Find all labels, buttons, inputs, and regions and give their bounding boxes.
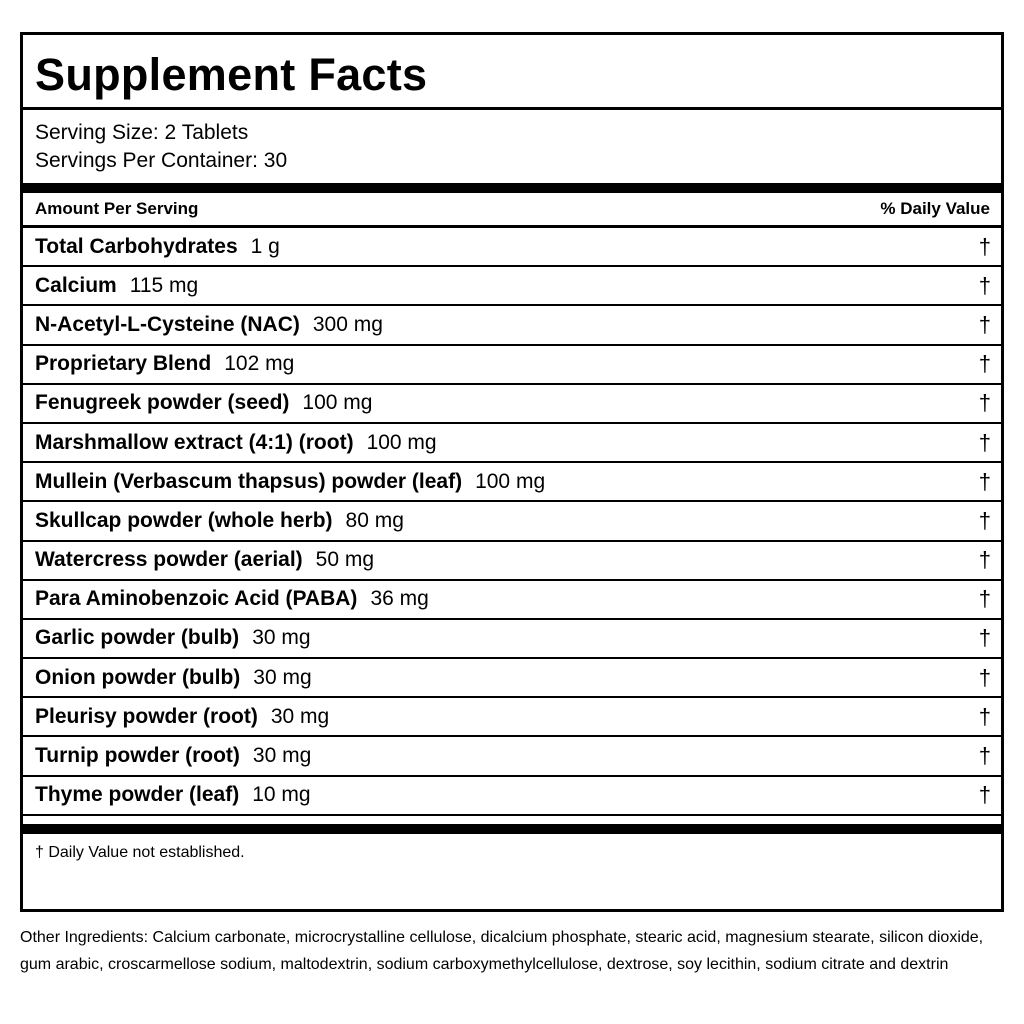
daily-value-dagger: † xyxy=(978,782,991,808)
daily-value-dagger: † xyxy=(978,586,991,612)
table-row xyxy=(23,463,1001,502)
daily-value-dagger: † xyxy=(978,664,991,690)
ingredient-cell xyxy=(35,548,374,572)
ingredient-amount: 50 mg xyxy=(315,548,375,572)
ingredient-name: Para Aminobenzoic Acid (PABA) xyxy=(35,587,358,611)
table-row xyxy=(23,542,1001,581)
amount-per-serving-label: Amount Per Serving xyxy=(35,199,199,218)
ingredient-cell xyxy=(35,274,198,298)
daily-value-label: % Daily Value xyxy=(880,199,990,218)
daily-value-dagger: † xyxy=(978,351,991,377)
ingredient-amount: 102 mg xyxy=(224,352,295,376)
table-row xyxy=(23,346,1001,385)
ingredient-cell xyxy=(35,666,312,690)
ingredient-cell xyxy=(35,626,311,650)
ingredient-cell xyxy=(35,352,294,376)
ingredient-name: Pleurisy powder (root) xyxy=(35,704,258,728)
ingredient-name: Skullcap powder (whole herb) xyxy=(35,508,333,532)
nutrient-rows xyxy=(23,228,1001,816)
ingredient-name: Marshmallow extract (4:1) (root) xyxy=(35,430,354,454)
table-row xyxy=(23,737,1001,776)
table-row xyxy=(23,306,1001,345)
ingredient-cell xyxy=(35,391,372,415)
daily-value-dagger: † xyxy=(978,507,991,533)
ingredient-amount: 300 mg xyxy=(312,312,383,336)
table-row xyxy=(23,698,1001,737)
ingredient-amount: 100 mg xyxy=(475,469,546,493)
table-row xyxy=(23,228,1001,267)
ingredient-name: Onion powder (bulb) xyxy=(35,665,241,689)
ingredient-amount: 10 mg xyxy=(252,783,311,807)
ingredient-amount: 30 mg xyxy=(252,744,312,768)
other-ingredients: Other Ingredients: Calcium carbonate, microcrystalline cellulose, dicalcium phosphate, stearic acid, magnesium stearate, silicon dioxide, gum arabic, croscarmellose sodium, maltodextrin, sodium carboxymethylcellulose, dextrose, soy lecithin, sodium citrate and dextrin xyxy=(20,929,984,973)
ingredient-cell xyxy=(35,431,437,455)
thick-divider-bottom xyxy=(23,824,1001,834)
ingredient-amount: 1 g xyxy=(250,234,280,258)
ingredient-cell xyxy=(35,587,429,611)
daily-value-dagger: † xyxy=(978,703,991,729)
ingredient-amount: 115 mg xyxy=(129,273,199,297)
table-row xyxy=(23,424,1001,463)
ingredient-amount: 30 mg xyxy=(270,704,330,728)
daily-value-dagger: † xyxy=(978,272,991,298)
daily-value-dagger: † xyxy=(978,311,991,337)
ingredient-name: Mullein (Verbascum thapsus) powder (leaf) xyxy=(35,469,463,493)
table-row xyxy=(23,385,1001,424)
table-row xyxy=(23,620,1001,659)
daily-value-dagger: † xyxy=(978,390,991,416)
serving-size: Serving Size: 2 Tablets xyxy=(35,121,249,144)
table-row xyxy=(23,502,1001,541)
table-row xyxy=(23,581,1001,620)
ingredient-name: Proprietary Blend xyxy=(35,352,212,376)
daily-value-dagger: † xyxy=(978,743,991,769)
daily-value-dagger: † xyxy=(978,625,991,651)
footnote: † Daily Value not established. xyxy=(35,843,245,861)
table-row xyxy=(23,777,1001,816)
ingredient-name: Garlic powder (bulb) xyxy=(35,626,240,650)
ingredient-amount: 30 mg xyxy=(253,665,312,689)
ingredient-amount: 100 mg xyxy=(302,391,373,415)
ingredient-name: Total Carbohydrates xyxy=(35,234,238,258)
supplement-facts-panel xyxy=(20,32,1004,912)
ingredient-cell xyxy=(35,235,280,259)
ingredient-name: Watercress powder (aerial) xyxy=(35,548,303,572)
daily-value-dagger: † xyxy=(978,468,991,494)
ingredient-name: Turnip powder (root) xyxy=(35,744,240,768)
ingredient-cell xyxy=(35,744,311,768)
column-header-row xyxy=(23,193,1001,228)
table-row xyxy=(23,659,1001,698)
ingredient-amount: 80 mg xyxy=(345,508,404,532)
ingredient-cell xyxy=(35,509,404,533)
ingredient-cell xyxy=(35,313,383,337)
servings-per-container: Servings Per Container: 30 xyxy=(35,149,288,172)
serving-info xyxy=(23,110,1001,183)
thick-divider xyxy=(23,183,1001,193)
ingredient-amount: 30 mg xyxy=(252,626,311,650)
ingredient-amount: 36 mg xyxy=(370,587,429,611)
ingredient-cell xyxy=(35,470,545,494)
daily-value-dagger: † xyxy=(978,547,991,573)
ingredient-cell xyxy=(35,705,329,729)
ingredient-name: Calcium xyxy=(35,273,117,297)
ingredient-cell xyxy=(35,783,311,807)
spacer xyxy=(23,816,1001,824)
ingredient-name: Thyme powder (leaf) xyxy=(35,783,240,807)
ingredient-name: Fenugreek powder (seed) xyxy=(35,391,290,415)
panel-title: Supplement Facts xyxy=(23,35,1001,110)
ingredient-name: N-Acetyl-L-Cysteine (NAC) xyxy=(35,312,300,336)
ingredient-amount: 100 mg xyxy=(366,430,437,454)
daily-value-dagger: † xyxy=(978,233,991,259)
daily-value-dagger: † xyxy=(978,429,991,455)
table-row xyxy=(23,267,1001,306)
